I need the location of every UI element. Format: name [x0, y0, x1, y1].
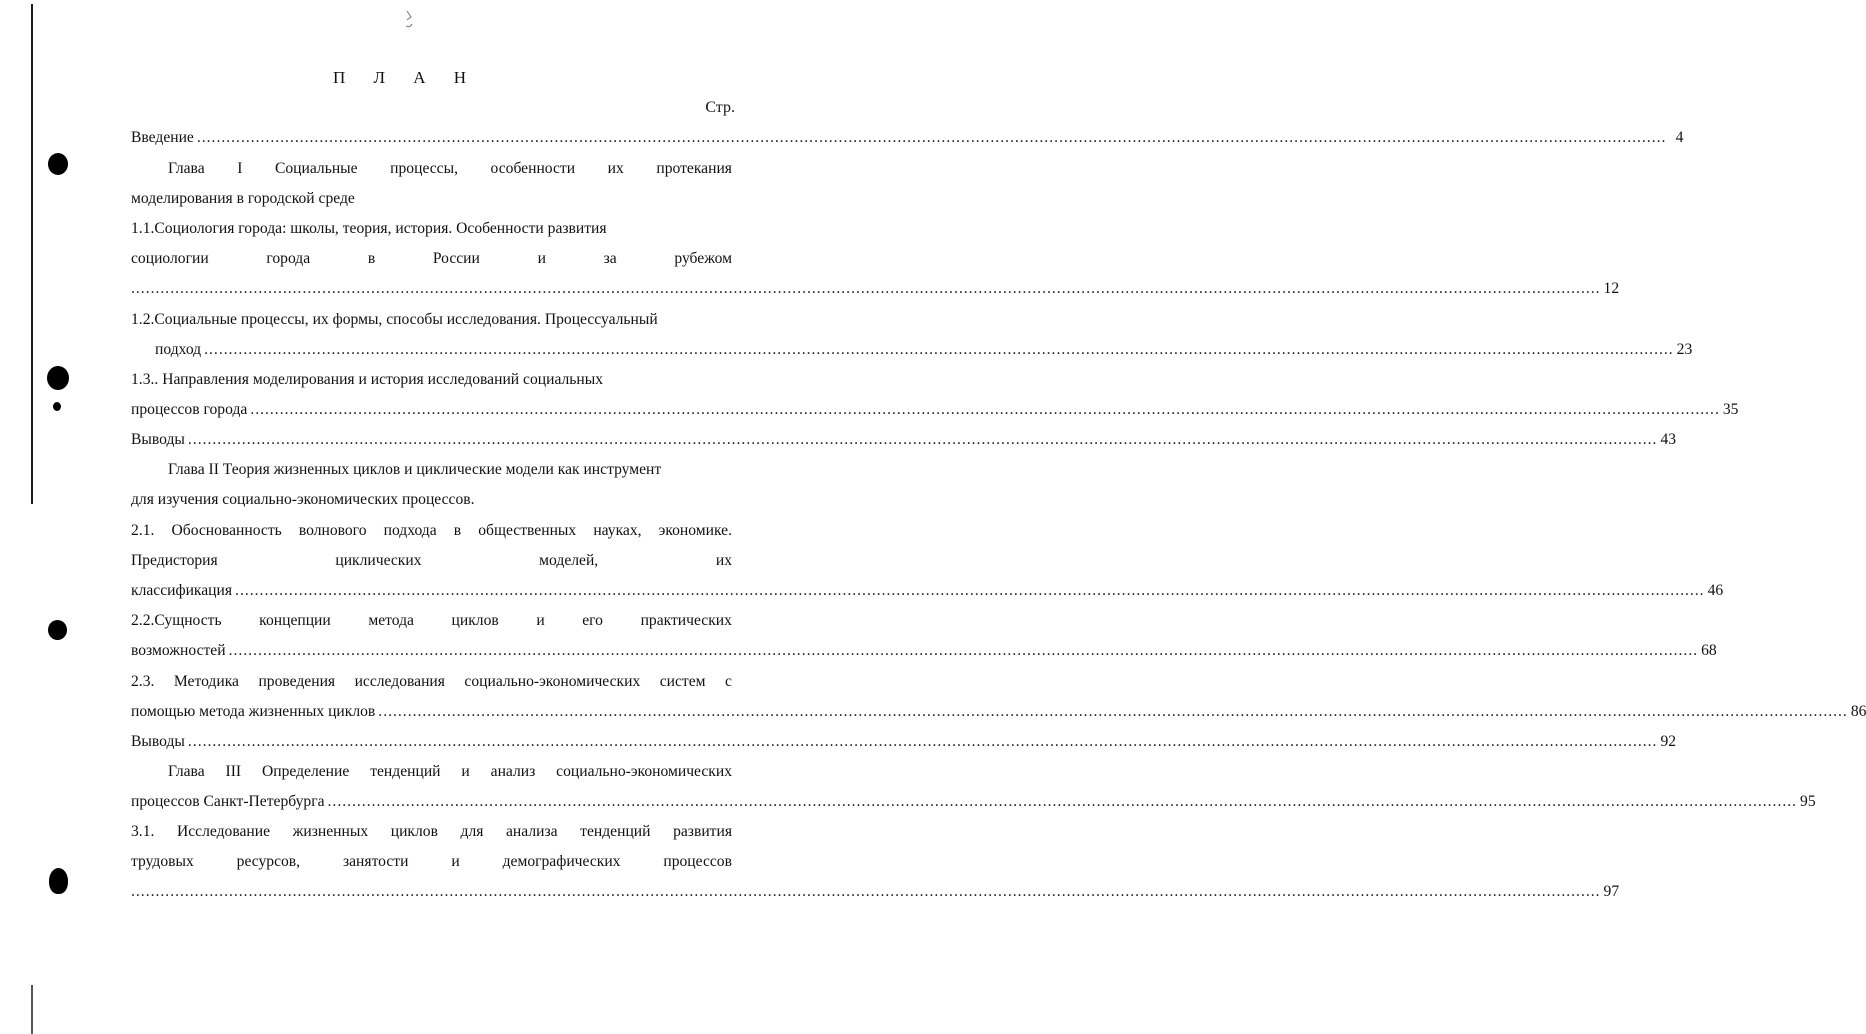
toc-entry-1-3-cont: процессов города ............................................................................................................................................................................................................................................................................................................ 35 [131, 398, 732, 422]
toc-entry-1-1-page: ............................................................................................................................................................................................................................................................................................................ 12 [131, 277, 732, 301]
punch-hole [49, 868, 68, 894]
dot-leader: ............................................................................................................................................................................................................................................................................................................ [131, 280, 1601, 297]
toc-entry-2-2: 2.2.Сущность концепции метода циклов и его практических [131, 612, 732, 629]
page-column-label: Стр. [705, 99, 735, 116]
dot-leader: ............................................................................................................................................................................................................................................................................................................ [327, 793, 1798, 810]
toc-entry-1-1: 1.1.Социология города: школы, теория, история. Особенности развития [131, 220, 607, 237]
toc-entry-1-1-cont: социологии города в России и за рубежом [131, 250, 732, 267]
punch-hole [47, 366, 69, 390]
dot-leader: ............................................................................................................................................................................................................................................................................................................ [378, 703, 1848, 720]
chapter1-heading-cont: моделирования в городской среде [131, 190, 355, 207]
dot-leader: ............................................................................................................................................................................................................................................................................................................ [228, 642, 1699, 659]
chapter3-heading: Глава III Определение тенденций и анализ социально-экономических [168, 763, 732, 780]
toc-entry-1-2-cont: подход ............................................................................................................................................................................................................................................................................................................ 23 [155, 338, 732, 362]
punch-hole [53, 402, 61, 411]
toc-entry-2-3-cont: помощью метода жизненных циклов ............................................................................................................................................................................................................................................................................................................ 86 [131, 700, 732, 724]
toc-entry-2-3: 2.3. Методика проведения исследования социально-экономических систем с [131, 673, 732, 690]
page-title: П Л А Н [332, 68, 479, 87]
punch-hole [48, 153, 68, 175]
scan-edge-line [31, 985, 33, 1034]
dot-leader: ............................................................................................................................................................................................................................................................................................................ [250, 401, 1720, 418]
toc-entry-ch1-conclusions: Выводы ............................................................................................................................................................................................................................................................................................................ 43 [131, 428, 732, 452]
toc-entry-2-1-cont: Предистория циклических моделей, их [131, 552, 732, 569]
punch-hole [48, 620, 67, 640]
toc-entry-2-1: 2.1. Обоснованность волнового подхода в общественных науках, экономике. [131, 522, 732, 539]
dot-leader: ............................................................................................................................................................................................................................................................................................................ [131, 883, 1601, 900]
dot-leader: ............................................................................................................................................................................................................................................................................................................ [187, 431, 1658, 448]
toc-entry-2-1-page: классификация ............................................................................................................................................................................................................................................................................................................ 46 [131, 579, 732, 603]
chapter1-heading: Глава I Социальные процессы, особенности их протекания [168, 160, 732, 177]
chapter2-heading-cont: для изучения социально-экономических процессов. [131, 491, 475, 508]
dot-leader: ............................................................................................................................................................................................................................................................................................................ [235, 582, 1705, 599]
toc-entry-1-3: 1.3.. Направления моделирования и история исследований социальных [131, 371, 604, 388]
chapter3-heading-cont: процессов Санкт-Петербурга ............................................................................................................................................................................................................................................................................................................ 95 [131, 790, 732, 814]
toc-entry-3-1: 3.1. Исследование жизненных циклов для анализа тенденций развития [131, 823, 732, 840]
dot-leader: ............................................................................................................................................................................................................................................................................................................ [187, 733, 1658, 750]
toc-entry-2-2-cont: возможностей ............................................................................................................................................................................................................................................................................................................ 68 [131, 639, 732, 663]
chapter2-heading: Глава II Теория жизненных циклов и циклические модели как инструмент [168, 461, 662, 478]
scan-speck [404, 10, 414, 30]
toc-entry-1-2: 1.2.Социальные процессы, их формы, способы исследования. Процессуальный [131, 311, 658, 328]
dot-leader: ............................................................................................................................................................................................................................................................................................................ [204, 341, 1674, 358]
toc-entry-3-1-cont: трудовых ресурсов, занятости и демографических процессов [131, 853, 732, 870]
dot-leader: ............................................................................................................................................................................................................................................................................................................ [196, 129, 1667, 146]
toc-entry-intro: Введение ............................................................................................................................................................................................................................................................................................................ 4 [131, 126, 732, 150]
toc-entry-3-1-page: ............................................................................................................................................................................................................................................................................................................ 97 [131, 880, 732, 904]
toc-entry-ch2-conclusions: Выводы ............................................................................................................................................................................................................................................................................................................ 92 [131, 730, 732, 754]
